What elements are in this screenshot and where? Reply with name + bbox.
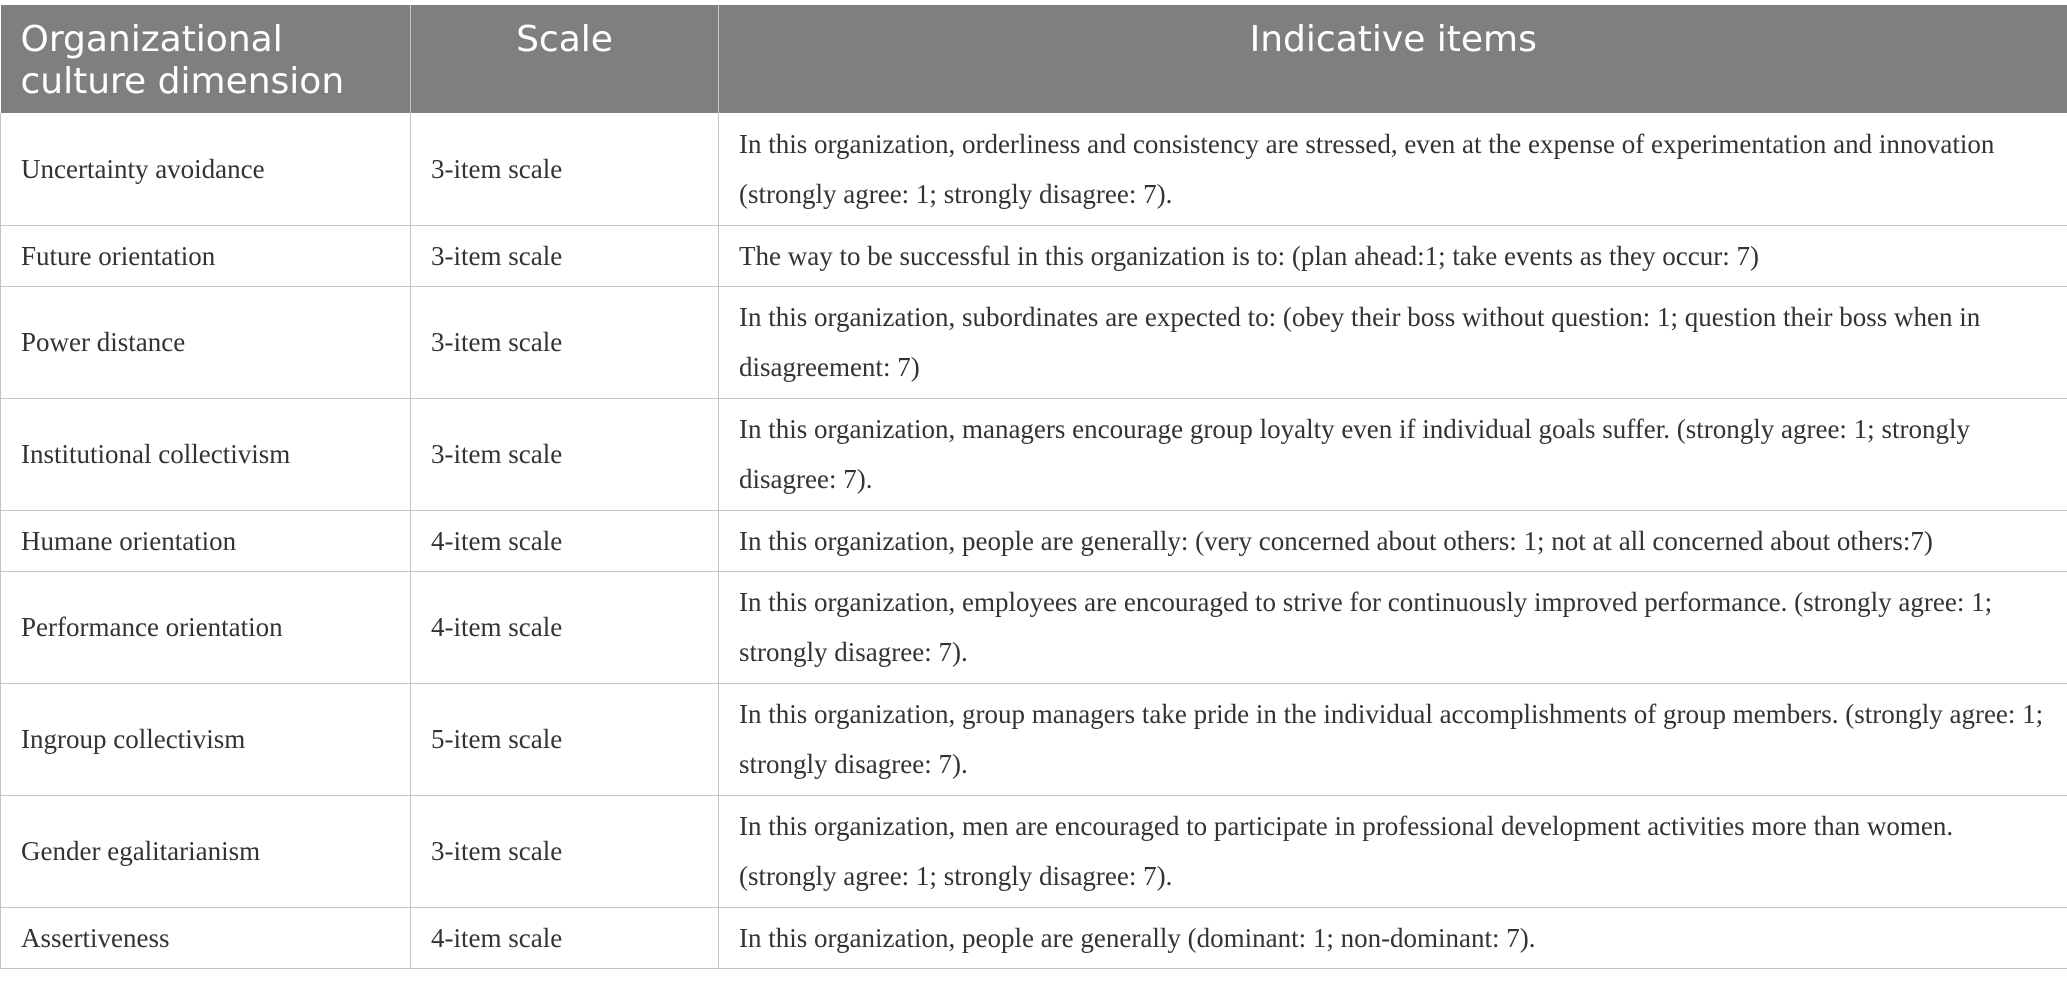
item-cell: In this organization, men are encouraged to participate in professional development activities more than women. (strongly agree: 1; strongly disagree: 7).: [719, 795, 2067, 907]
scale-cell: 3-item scale: [411, 286, 719, 398]
item-cell: In this organization, people are generally: (very concerned about others: 1; not at all concerned about others:7): [719, 510, 2067, 571]
scale-cell: 3-item scale: [411, 398, 719, 510]
header-row: [1, 5, 2067, 113]
dimension-cell: Institutional collectivism: [1, 398, 411, 510]
table-row: [1, 795, 2067, 907]
scale-cell: 4-item scale: [411, 571, 719, 683]
dimension-cell: Assertiveness: [1, 907, 411, 968]
scale-cell: 4-item scale: [411, 510, 719, 571]
table-row: [1, 225, 2067, 286]
table-row: [1, 907, 2067, 968]
scale-cell: 5-item scale: [411, 683, 719, 795]
dimension-cell: Ingroup collectivism: [1, 683, 411, 795]
table-row: [1, 113, 2067, 225]
table-row: [1, 510, 2067, 571]
table-row: [1, 683, 2067, 795]
dimension-cell: Performance orientation: [1, 571, 411, 683]
header-dimension: Organizational culture dimension: [1, 5, 411, 113]
table-row: [1, 286, 2067, 398]
scale-cell: 3-item scale: [411, 113, 719, 225]
scale-cell: 4-item scale: [411, 907, 719, 968]
scale-cell: 3-item scale: [411, 795, 719, 907]
item-cell: In this organization, subordinates are expected to: (obey their boss without question: 1; question their boss when in disagreement: 7): [719, 286, 2067, 398]
dimension-cell: Power distance: [1, 286, 411, 398]
item-cell: In this organization, people are generally (dominant: 1; non-dominant: 7).: [719, 907, 2067, 968]
table-row: [1, 571, 2067, 683]
dimension-cell: Uncertainty avoidance: [1, 113, 411, 225]
item-cell: In this organization, orderliness and consistency are stressed, even at the expense of experimentation and innovation (strongly agree: 1; strongly disagree: 7).: [719, 113, 2067, 225]
culture-dimensions-table: [0, 5, 2067, 969]
table-header: [1, 5, 2067, 113]
item-cell: In this organization, employees are encouraged to strive for continuously improved performance. (strongly agree: 1; strongly disagree: 7).: [719, 571, 2067, 683]
header-scale: Scale: [411, 5, 719, 113]
scale-cell: 3-item scale: [411, 225, 719, 286]
item-cell: In this organization, group managers take pride in the individual accomplishments of group members. (strongly agree: 1; strongly disagree: 7).: [719, 683, 2067, 795]
item-cell: In this organization, managers encourage group loyalty even if individual goals suffer. (strongly agree: 1; strongly disagree: 7).: [719, 398, 2067, 510]
dimension-cell: Future orientation: [1, 225, 411, 286]
table-row: [1, 398, 2067, 510]
item-cell: The way to be successful in this organization is to: (plan ahead:1; take events as they occur: 7): [719, 225, 2067, 286]
dimension-cell: Gender egalitarianism: [1, 795, 411, 907]
table-body: [1, 113, 2067, 968]
dimension-cell: Humane orientation: [1, 510, 411, 571]
header-items: Indicative items: [719, 5, 2067, 113]
